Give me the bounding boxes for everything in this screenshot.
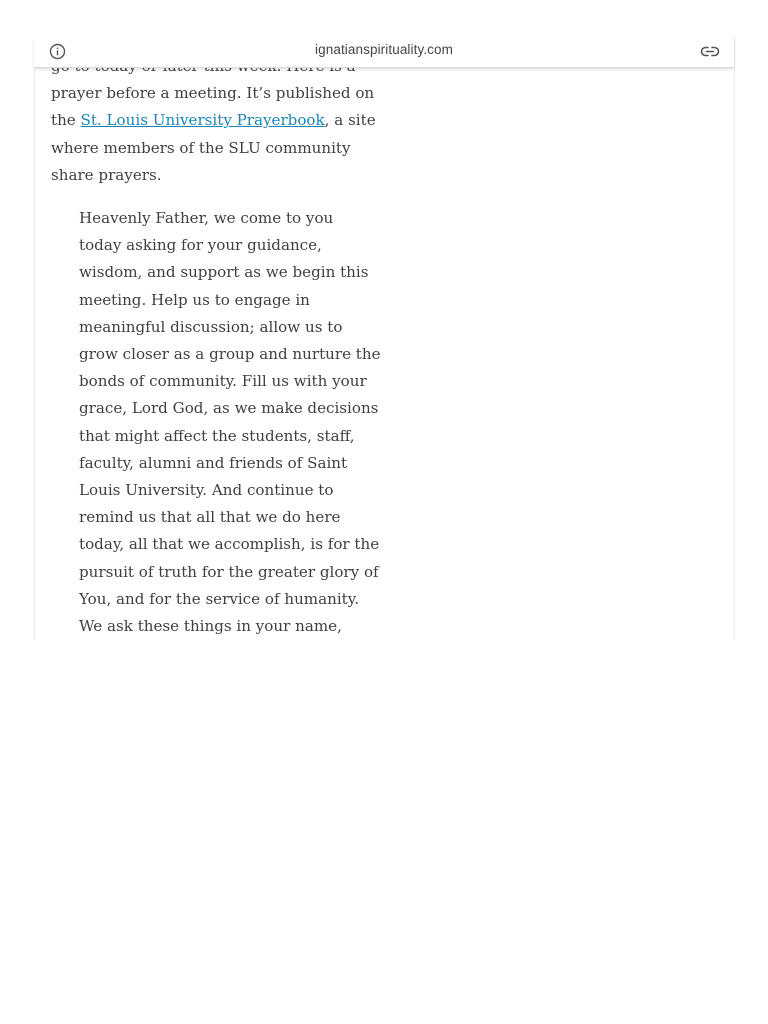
prayer-line: Heavenly Father, we come to you	[79, 209, 334, 228]
intro-paragraph	[51, 53, 376, 189]
url-domain[interactable]: ignatianspirituality.com	[315, 42, 453, 57]
prayer-line: meaningful discussion; allow us to	[79, 317, 343, 336]
prayer-line: meeting. Help us to engage in	[79, 290, 310, 309]
intro-line: where members of the SLU community	[51, 138, 351, 157]
prayer-line: today asking for your guidance,	[79, 236, 322, 255]
prayer-line: Louis University. And continue to	[79, 481, 334, 500]
prayer-blockquote	[79, 205, 381, 640]
prayer-line: grow closer as a group and nurture the	[79, 345, 381, 364]
article-card	[34, 37, 735, 640]
intro-link-line	[51, 107, 376, 134]
prayer-line: grace, Lord God, as we make decisions	[79, 399, 379, 418]
prayer-line: We ask these things in your name,	[79, 617, 342, 636]
prayer-line: faculty, alumni and friends of Saint	[79, 453, 348, 472]
prayer-line: wisdom, and support as we begin this	[79, 263, 369, 282]
intro-line: prayer before a meeting. It’s published on	[51, 84, 375, 103]
intro-line: share prayers.	[51, 165, 162, 184]
slu-prayerbook-link[interactable]: St. Louis University Prayerbook	[80, 111, 325, 130]
url-bar	[34, 37, 734, 68]
link-icon-svg	[700, 43, 720, 60]
intro-link-suffix: , a site	[324, 111, 376, 130]
intro-link-prefix: the	[51, 111, 81, 130]
prayer-line: that might affect the students, staff,	[79, 426, 355, 445]
prayer-line: bonds of community. Fill us with your	[79, 372, 367, 391]
article-content	[51, 53, 381, 640]
prayer-line: pursuit of truth for the greater glory of	[79, 562, 379, 581]
prayer-line: You, and for the service of humanity.	[79, 589, 360, 608]
link-icon[interactable]	[700, 43, 720, 60]
prayer-line: today, all that we accomplish, is for the	[79, 535, 380, 554]
prayer-line: remind us that all that we do here	[79, 508, 341, 527]
